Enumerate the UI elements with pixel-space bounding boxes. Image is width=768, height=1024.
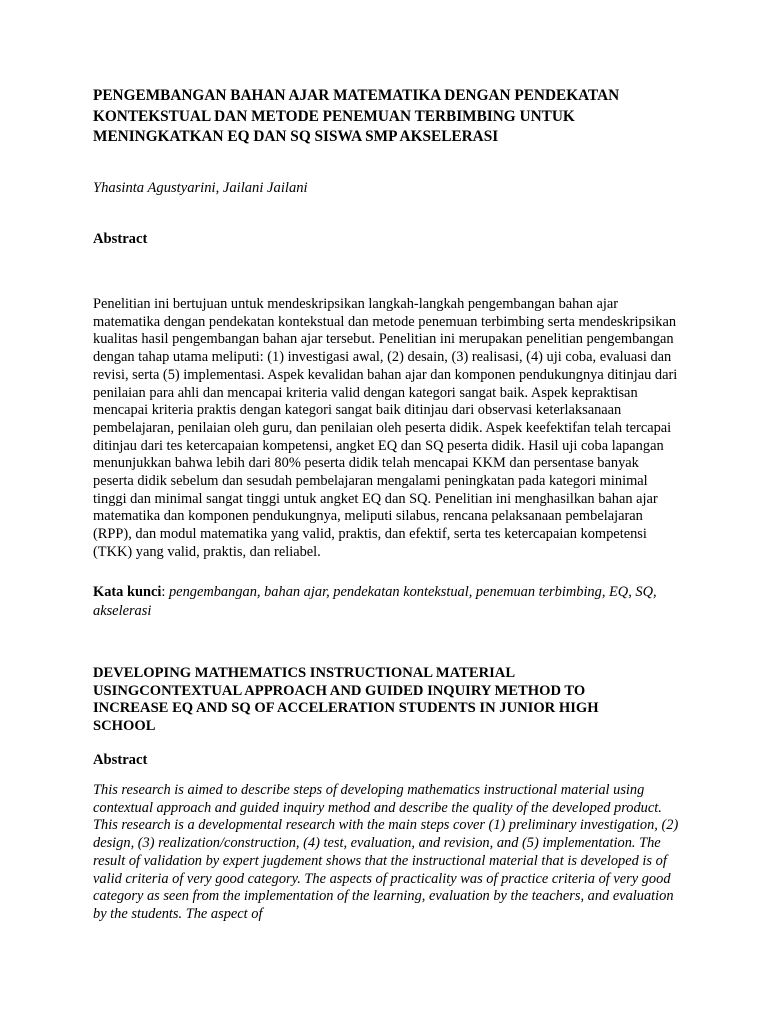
abstract-body-english: This research is aimed to describe steps of developing mathematics instructional material using contextual approach and guided inquiry method and describe the quality of the developed product. This research is a developmental research with the main steps cover (1) preliminary investigation, (2) design, (3) realization/construction, (4) test, evaluation, and revision, and (5) implementation. The result of validation by expert jugdement shows that the instructional material that is developed is of valid criteria of very good category. The aspects of practicality was of practice criteria of very good category as seen from the implementation of the learning, evaluation by the teachers, and evaluation by the students. The aspect of: [93, 782, 679, 922]
keywords-separator: :: [161, 584, 169, 600]
abstract-heading-english: Abstract: [93, 752, 148, 768]
abstract-heading-indonesian: Abstract: [93, 231, 148, 247]
paper-title-english: DEVELOPING MATHEMATICS INSTRUCTIONAL MATERIAL USINGCONTEXTUAL APPROACH AND GUIDED INQUIRY METHOD TO INCREASE EQ AND SQ OF ACCELERATION STUDENTS IN JUNIOR HIGH SCHOOL: [93, 665, 599, 734]
keywords-value: pengembangan, bahan ajar, pendekatan kontekstual, penemuan terbimbing, EQ, SQ, akselerasi: [93, 584, 657, 619]
paper-title-indonesian: PENGEMBANGAN BAHAN AJAR MATEMATIKA DENGAN PENDEKATAN KONTEKSTUAL DAN METODE PENEMUAN TERBIMBING UNTUK MENINGKATKAN EQ DAN SQ SISWA SMP AKSELERASI: [93, 87, 620, 145]
keywords-label: Kata kunci: [93, 584, 162, 600]
author-list: Yhasinta Agustyarini, Jailani Jailani: [93, 180, 308, 196]
keywords-paragraph: [93, 583, 679, 621]
abstract-body-indonesian: Penelitian ini bertujuan untuk mendeskripsikan langkah-langkah pengembangan bahan ajar matematika dengan pendekatan kontekstual dan metode penemuan terbimbing serta mendeskripsikan kualitas hasil pengembangan bahan ajar tersebut. Penelitian ini merupakan penelitian pengembangan dengan tahap utama meliputi: (1) investigasi awal, (2) desain, (3) realisasi, (4) uji coba, evaluasi dan revisi, serta (5) implementasi. Aspek kevalidan bahan ajar dan komponen pendukungnya ditinjau dari penilaian para ahli dan mencapai kriteria valid dengan kategori sangat baik. Aspek kepraktisan mencapai kriteria praktis dengan kategori sangat baik ditinjau dari observasi keterlaksanaan pembelajaran, penilaian oleh guru, dan penilaian oleh peserta didik. Aspek keefektifan telah tercapai ditinjau dari tes ketercapaian kompetensi, angket EQ dan SQ peserta didik. Hasil uji coba lapangan menunjukkan bahwa lebih dari 80% peserta didik telah mencapai KKM dan persentase banyak peserta didik sebelum dan sesudah pembelajaran mengalami peningkatan pada kategori minimal tinggi dan minimal sangat tinggi untuk angket EQ dan SQ. Penelitian ini menghasilkan bahan ajar matematika dan komponen pendukungnya, meliputi silabus, rencana pelaksanaan pembelajaran (RPP), dan modul matematika yang valid, praktis, dan efektif, serta tes ketercapaian kompetensi (TKK) yang valid, praktis, dan reliabel.: [93, 296, 678, 560]
